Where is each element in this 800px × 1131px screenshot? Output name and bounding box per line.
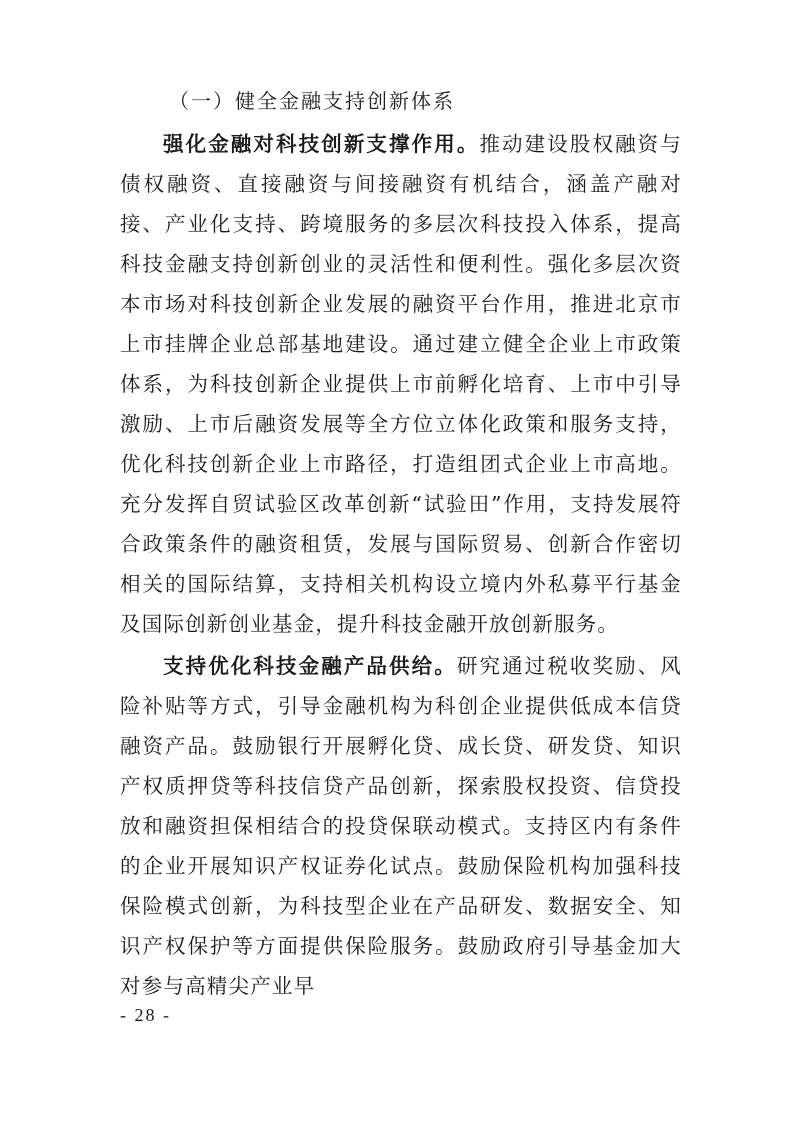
paragraph-2-lead: 支持优化科技金融产品供给。 [163, 654, 457, 678]
paragraph-1 [120, 124, 682, 644]
page-number: - 28 - [120, 1005, 171, 1025]
paragraph-1-lead: 强化金融对科技创新支撑作用。 [163, 132, 480, 156]
section-heading: （一）健全金融支持创新体系 [169, 89, 455, 113]
document-page [120, 86, 682, 1008]
paragraph-2 [120, 646, 682, 1006]
paragraph-1-body: 推动建设股权融资与债权融资、直接融资与间接融资有机结合，涵盖产融对接、产业化支持、跨境服务的多层次科技投入体系，提高科技金融支持创新创业的灵活性和便利性。强化多层次资本市场对科技创新企业发展的融资平台作用，推进北京市上市挂牌企业总部基地建设。通过建立健全企业上市政策体系，为科技创新企业提供上市前孵化培育、上市中引导激励、上市后融资发展等全方位立体化政策和服务支持，优化科技创新企业上市路径，打造组团式企业上市高地。充分发挥自贸试验区改革创新“试验田”作用，支持发展符合政策条件的融资租赁，发展与国际贸易、创新合作密切相关的国际结算，支持相关机构设立境内外私募平行基金及国际创新创业基金，提升科技金融开放创新服务。 [120, 132, 682, 636]
paragraph-2-body: 研究通过税收奖励、风险补贴等方式，引导金融机构为科创企业提供低成本信贷融资产品。鼓励银行开展孵化贷、成长贷、研发贷、知识产权质押贷等科技信贷产品创新，探索股权投资、信贷投放和融资担保相结合的投贷保联动模式。支持区内有条件的企业开展知识产权证券化试点。鼓励保险机构加强科技保险模式创新，为科技型企业在产品研发、数据安全、知识产权保护等方面提供保险服务。鼓励政府引导基金加大对参与高精尖产业早 [120, 654, 682, 998]
